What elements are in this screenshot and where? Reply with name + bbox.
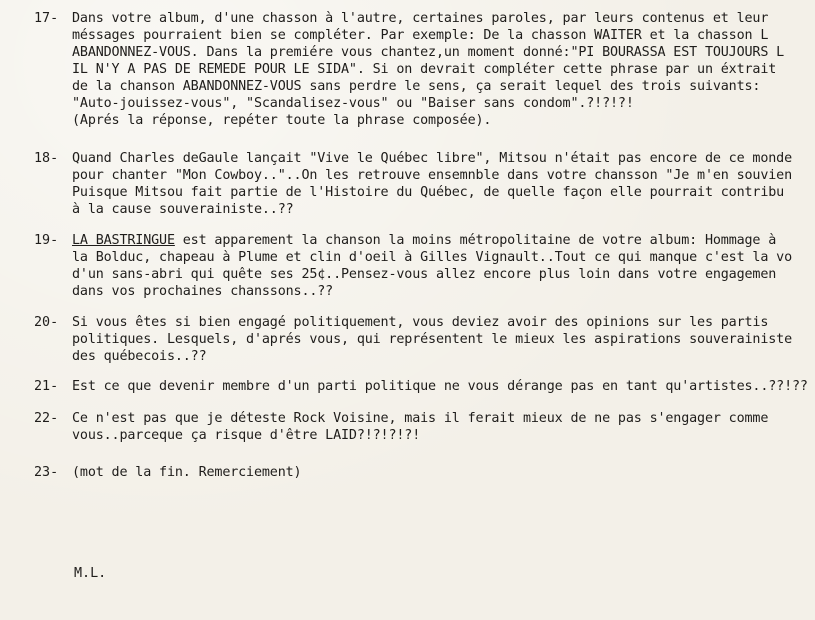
question-line: la Bolduc, chapeau à Plume et clin d'oeil à Gilles Vignault..Tout ce qui manque c'est la vo (72, 250, 792, 265)
question-line: IL N'Y A PAS DE REMEDE POUR LE SIDA". Si on devrait compléter cette phrase par un éxtrait (72, 62, 777, 77)
question-line: "Auto-jouissez-vous", "Scandalisez-vous" ou "Baiser sans condom".?!?!?! (72, 96, 634, 111)
question-line: de la chanson ABANDONNEZ-VOUS sans perdre le sens, ça serait lequel des trois suivants: (72, 79, 761, 94)
question-line: (mot de la fin. Remerciement) (72, 465, 302, 480)
question-22 (34, 410, 815, 444)
question-line: vous..parceque ça risque d'être LAID?!?!?!?! (72, 428, 421, 443)
question-number: 17- (34, 11, 59, 26)
question-23 (34, 464, 815, 481)
question-number: 18- (34, 151, 59, 166)
question-line: (Aprés la réponse, repéter toute la phrase composée). (72, 113, 492, 128)
question-number: 22- (34, 411, 59, 426)
question-line: politiques. Lesquels, d'aprés vous, qui représentent le mieux les aspirations souverainiste (72, 332, 792, 347)
song-title-underlined: LA BASTRINGUE (72, 233, 175, 248)
question-number: 20- (34, 315, 59, 330)
question-line: pour chanter "Mon Cowboy.."..On les retrouve ensemnble dans votre chansson "Je m'en souvien (72, 168, 792, 183)
question-number: 23- (34, 465, 59, 480)
question-18 (34, 150, 815, 218)
question-line: des québecois..?? (72, 349, 207, 364)
question-line: d'un sans-abri qui quête ses 25¢..Pensez-vous allez encore plus loin dans votre engagemen (72, 267, 777, 282)
question-line: dans vos prochaines chanssons..?? (72, 284, 334, 299)
question-line: méssages pourraient bien se compléter. Par exemple: De la chasson WAITER et la chasson L (72, 28, 769, 43)
question-line: Est ce que devenir membre d'un parti politique ne vous dérange pas en tant qu'artistes..??!?? (72, 379, 808, 394)
question-line: LA BASTRINGUE est apparement la chanson la moins métropolitaine de votre album: Hommage à (72, 233, 777, 248)
question-line: Ce n'est pas que je déteste Rock Voisine, mais il ferait mieux de ne pas s'engager comme (72, 411, 769, 426)
signature-initials: M.L. (74, 566, 107, 581)
question-21 (34, 378, 815, 395)
question-number: 21- (34, 379, 59, 394)
question-line: Puisque Mitsou fait partie de l'Histoire du Québec, de quelle façon elle pourrait contribu (72, 185, 785, 200)
question-20 (34, 314, 815, 365)
question-line: Quand Charles deGaule lançait "Vive le Québec libre", Mitsou n'était pas encore de ce monde (72, 151, 792, 166)
question-number: 19- (34, 233, 59, 248)
question-19 (34, 232, 815, 300)
question-line: Si vous êtes si bien engagé politiquement, vous deviez avoir des opinions sur les partis (72, 315, 769, 330)
question-line: Dans votre album, d'une chasson à l'autre, certaines paroles, par leurs contenus et leur (72, 11, 769, 26)
question-line: ABANDONNEZ-VOUS. Dans la premiére vous chantez,un moment donné:"PI BOURASSA EST TOUJOURS L (72, 45, 785, 60)
question-line: à la cause souverainiste..?? (72, 202, 294, 217)
question-17 (34, 10, 815, 129)
